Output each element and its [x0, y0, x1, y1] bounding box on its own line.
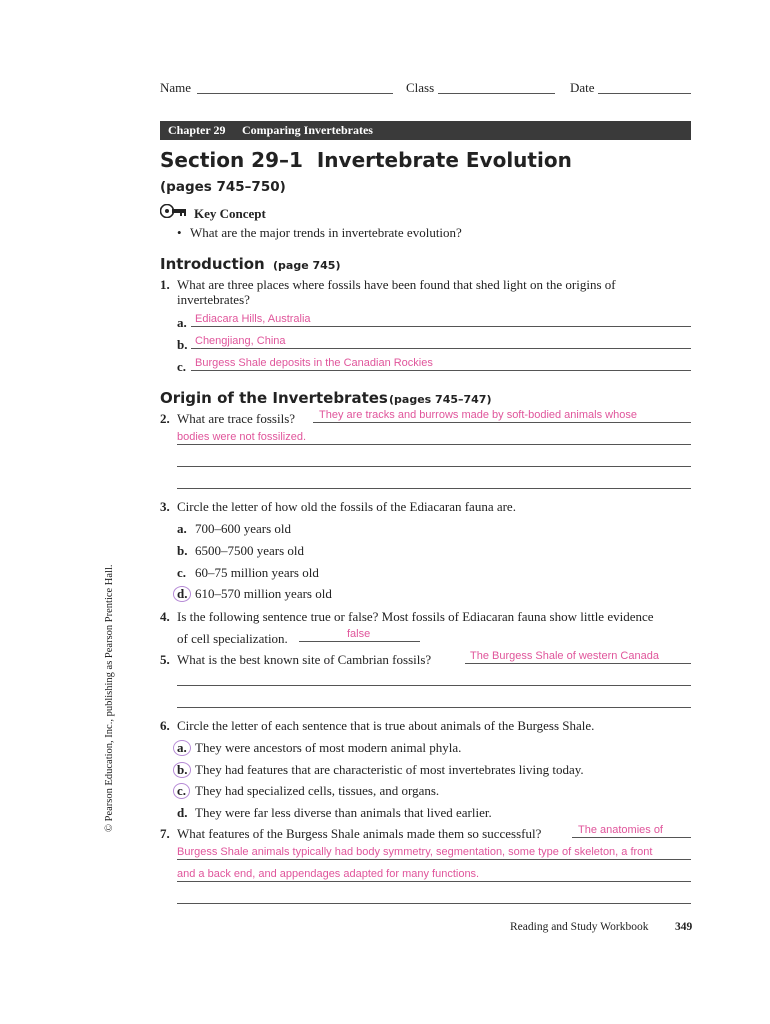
- key-concept-label: Key Concept: [194, 206, 266, 221]
- q1-text-line2: invertebrates?: [177, 292, 250, 307]
- q1b-line[interactable]: [191, 348, 691, 349]
- chapter-bar: [160, 121, 691, 140]
- q4-text-line2: of cell specialization.: [177, 631, 288, 646]
- q5-answer: The Burgess Shale of western Canada: [470, 650, 659, 662]
- q6b-circle: b.: [173, 762, 191, 778]
- intro-pages: (page 745): [273, 259, 341, 272]
- q6-number: 6.: [160, 718, 170, 733]
- q3a-text: 700–600 years old: [195, 521, 292, 536]
- q1b-letter: b.: [177, 337, 188, 352]
- q1c-answer: Burgess Shale deposits in the Canadian Rockies: [195, 357, 433, 369]
- q6d-text: They were far less diverse than animals that lived earlier.: [195, 805, 492, 820]
- class-label: Class: [406, 80, 435, 95]
- intro-heading: Introduction: [160, 255, 265, 273]
- q1a-letter: a.: [177, 315, 187, 330]
- bullet-icon: •: [177, 225, 182, 240]
- q7-answer-line3: and a back end, and appendages adapted for many functions.: [177, 868, 480, 880]
- q3a-letter[interactable]: a.: [177, 521, 187, 536]
- q1c-line[interactable]: [191, 370, 691, 371]
- q6c-text: They had specialized cells, tissues, and organs.: [195, 783, 440, 798]
- q5-line2[interactable]: [177, 685, 691, 686]
- q1a-line[interactable]: [191, 326, 691, 327]
- q1c-letter: c.: [177, 359, 187, 374]
- q3-number: 3.: [160, 499, 170, 514]
- q7-text: What features of the Burgess Shale animals made them so successful?: [177, 826, 542, 841]
- q2-number: 2.: [160, 411, 170, 426]
- chapter-number: Chapter 29: [168, 123, 226, 137]
- q2-line1[interactable]: [313, 422, 691, 423]
- section-pages: (pages 745–750): [160, 179, 286, 195]
- date-label: Date: [570, 80, 595, 95]
- q3d-circle: d.: [173, 586, 191, 602]
- q7-line3[interactable]: [177, 881, 691, 882]
- name-label: Name: [160, 80, 192, 95]
- q1b-answer: Chengjiang, China: [195, 335, 286, 347]
- q6b-letter[interactable]: [177, 762, 191, 778]
- key-icon: [160, 204, 187, 218]
- q1-text-line1: What are three places where fossils have been found that shed light on the origins of: [177, 277, 616, 292]
- q2-line3[interactable]: [177, 466, 691, 467]
- q7-number: 7.: [160, 826, 170, 841]
- q7-answer-line2: Burgess Shale animals typically had body symmetry, segmentation, some type of skeleton, a front: [177, 846, 653, 858]
- q4-answer: false: [347, 628, 371, 640]
- section-title: Section 29–1 Invertebrate Evolution: [160, 148, 572, 172]
- q2-answer-line1: They are tracks and burrows made by soft-bodied animals whose: [319, 409, 637, 421]
- name-field[interactable]: [197, 93, 393, 94]
- class-field[interactable]: [438, 93, 555, 94]
- q5-number: 5.: [160, 652, 170, 667]
- q6-text: Circle the letter of each sentence that is true about animals of the Burgess Shale.: [177, 718, 595, 733]
- q7-line4[interactable]: [177, 903, 691, 904]
- q7-line2[interactable]: [177, 859, 691, 860]
- origin-heading: Origin of the Invertebrates: [160, 389, 388, 407]
- q6a-letter[interactable]: [177, 740, 191, 756]
- q2-answer-line2: bodies were not fossilized.: [177, 431, 307, 443]
- date-field[interactable]: [598, 93, 691, 94]
- q2-line2[interactable]: [177, 444, 691, 445]
- q6a-circle: a.: [173, 740, 191, 756]
- q1-number: 1.: [160, 277, 170, 292]
- q2-line4[interactable]: [177, 488, 691, 489]
- q6d-letter[interactable]: d.: [177, 805, 188, 820]
- q4-text-line1: Is the following sentence true or false? Most fossils of Ediacaran fauna show little evidence: [177, 609, 654, 624]
- q4-number: 4.: [160, 609, 170, 624]
- q5-text: What is the best known site of Cambrian fossils?: [177, 652, 432, 667]
- q3b-letter[interactable]: b.: [177, 543, 188, 558]
- q6a-text: They were ancestors of most modern animal phyla.: [195, 740, 462, 755]
- q7-answer-line1: The anatomies of: [578, 824, 663, 836]
- q3d-letter[interactable]: [177, 586, 191, 602]
- q2-text: What are trace fossils?: [177, 411, 296, 426]
- q3c-letter[interactable]: c.: [177, 565, 187, 580]
- footer-text: Reading and Study Workbook: [510, 921, 649, 933]
- q7-line1[interactable]: [572, 837, 691, 838]
- q6b-text: They had features that are characteristic of most invertebrates living today.: [195, 762, 584, 777]
- q3d-text: 610–570 million years old: [195, 586, 332, 601]
- chapter-title: Comparing Invertebrates: [242, 123, 373, 137]
- q3-text: Circle the letter of how old the fossils of the Ediacaran fauna are.: [177, 499, 516, 514]
- q3c-text: 60–75 million years old: [195, 565, 319, 580]
- q5-line3[interactable]: [177, 707, 691, 708]
- key-concept-bullet: What are the major trends in invertebrate evolution?: [190, 225, 462, 240]
- q6c-circle: c.: [173, 783, 190, 799]
- origin-pages: (pages 745–747): [389, 393, 492, 406]
- q3b-text: 6500–7500 years old: [195, 543, 305, 558]
- q5-line1[interactable]: [465, 663, 691, 664]
- q6c-letter[interactable]: [177, 783, 190, 799]
- page-number: 349: [675, 921, 693, 933]
- q4-line[interactable]: [299, 641, 420, 642]
- q1a-answer: Ediacara Hills, Australia: [195, 313, 311, 325]
- copyright-notice: © Pearson Education, Inc., publishing as Pearson Prentice Hall.: [104, 564, 115, 832]
